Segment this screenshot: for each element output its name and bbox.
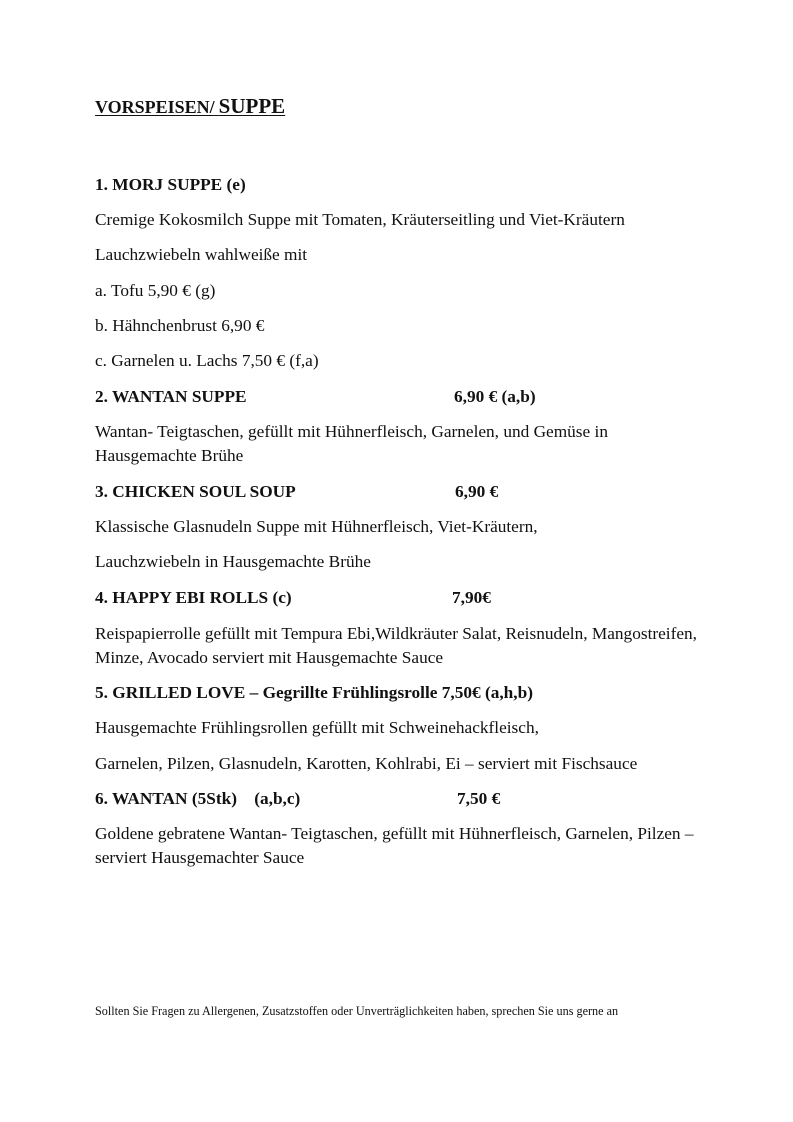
section-heading xyxy=(95,96,285,117)
item-3-price: 6,90 € xyxy=(455,482,499,501)
item-1-option-tofu: a. Tofu 5,90 € (g) xyxy=(95,281,216,300)
item-3-row xyxy=(95,482,499,502)
item-1-description: Lauchzwiebeln wahlweiße mit xyxy=(95,245,308,264)
item-4-description: Reispapierrolle gefüllt mit Tempura Ebi,Wildkräuter Salat, Reisnudeln, Mangostreifen, Minze, Avocado serviert mit Hausgemachte Sauce xyxy=(95,624,697,667)
item-4-price: 7,90€ xyxy=(452,588,491,607)
item-5-title: 5. GRILLED LOVE – Gegrillte Frühlingsrolle 7,50€ (a,h,b) xyxy=(95,683,533,702)
item-5-description: Hausgemachte Frühlingsrollen gefüllt mit Schweinehackfleisch, xyxy=(95,718,539,737)
item-3-description: Klassische Glasnudeln Suppe mit Hühnerfleisch, Viet-Kräutern, xyxy=(95,517,538,536)
item-1-title: 1. MORJ SUPPE (e) xyxy=(95,175,246,194)
item-3-title: 3. CHICKEN SOUL SOUP xyxy=(95,482,296,501)
item-6-description: Goldene gebratene Wantan- Teigtaschen, gefüllt mit Hühnerfleisch, Garnelen, Pilzen – serviert Hausgemachter Sauce xyxy=(95,824,694,867)
item-1-option-shrimp-salmon: c. Garnelen u. Lachs 7,50 € (f,a) xyxy=(95,351,319,370)
item-2-price: 6,90 € (a,b) xyxy=(454,387,536,406)
heading-part-suppe: SUPPE xyxy=(218,94,286,118)
item-6-row xyxy=(95,789,501,809)
item-2-description: Wantan- Teigtaschen, gefüllt mit Hühnerfleisch, Garnelen, und Gemüse in Hausgemachte Brühe xyxy=(95,422,608,465)
item-2-row xyxy=(95,387,536,407)
item-2-title: 2. WANTAN SUPPE xyxy=(95,387,247,406)
item-1-description: Cremige Kokosmilch Suppe mit Tomaten, Kräuterseitling und Viet-Kräutern xyxy=(95,210,625,229)
heading-part-vorspeisen: VORSPEISEN/ xyxy=(95,97,215,117)
item-1-option-chicken: b. Hähnchenbrust 6,90 € xyxy=(95,316,265,335)
item-3-description: Lauchzwiebeln in Hausgemachte Brühe xyxy=(95,552,371,571)
allergen-notice: Sollten Sie Fragen zu Allergenen, Zusatzstoffen oder Unverträglichkeiten haben, sprechen Sie uns gerne an xyxy=(95,1004,619,1018)
item-4-row xyxy=(95,588,491,608)
item-6-title: 6. WANTAN (5Stk) (a,b,c) xyxy=(95,789,301,808)
item-6-price: 7,50 € xyxy=(457,789,501,808)
item-4-title: 4. HAPPY EBI ROLLS (c) xyxy=(95,588,292,607)
item-5-description: Garnelen, Pilzen, Glasnudeln, Karotten, Kohlrabi, Ei – serviert mit Fischsauce xyxy=(95,754,638,773)
